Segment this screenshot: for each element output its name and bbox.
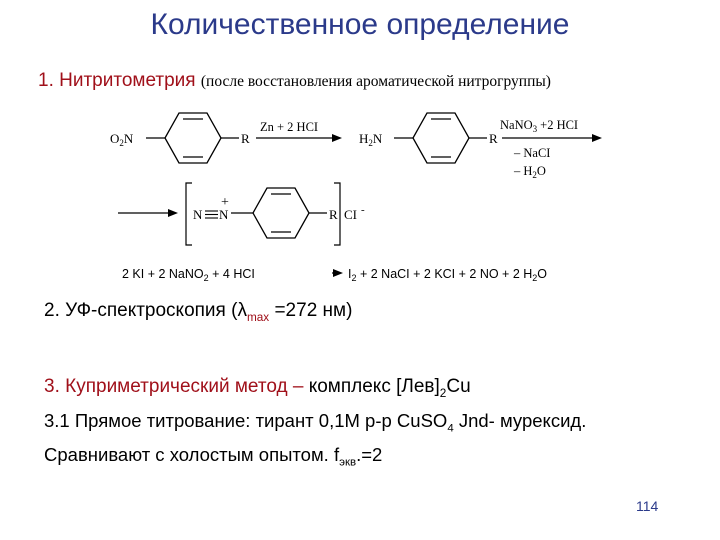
lambda-max-sub: max bbox=[246, 310, 270, 324]
equation-arrow-head bbox=[333, 269, 343, 277]
o2n-group: $O_2N$ bbox=[110, 131, 134, 148]
section-3-1 bbox=[44, 410, 586, 435]
section-3-1-sub: 4 bbox=[447, 422, 454, 435]
positive-charge: + bbox=[221, 195, 229, 210]
page-title: Количественное определение bbox=[150, 8, 570, 41]
reaction-arrow-3-head bbox=[168, 209, 178, 217]
section-2-tail: =272 нм) bbox=[269, 300, 353, 321]
section-3-tail: комплекс [Лев] bbox=[303, 376, 440, 397]
section-1-number: 1. bbox=[38, 70, 54, 91]
section-3-number: 3. bbox=[44, 376, 60, 397]
bracket-left bbox=[186, 183, 192, 245]
section-3-1-text: 3.1 Прямое титрование: тирант 0,1М р-р CuSO bbox=[44, 410, 448, 431]
section-3-tail2: Cu bbox=[446, 376, 471, 397]
equation-right: $I_2 + 2$ NaCI + 2 KCI + 2 NO + 2 $H_2O$ bbox=[348, 267, 548, 283]
reagent-nano3-hcl: NaNO$_3$ +2 HCI bbox=[500, 118, 579, 134]
equation-left: 2 KI + 2 NaNO$_2$ + 4 HCI bbox=[122, 267, 255, 283]
r-group-3: R bbox=[329, 207, 338, 222]
section-3-1-tail: Jnd- мурексид. bbox=[453, 410, 587, 431]
section-2 bbox=[44, 300, 352, 324]
benzene-ring-2 bbox=[394, 113, 487, 163]
section-2-text: 2. УФ-спектроскопия (λ bbox=[44, 300, 247, 321]
diazo-n-1: N bbox=[193, 207, 203, 222]
section-1-name: Нитритометрия bbox=[59, 70, 196, 91]
reagent-zn-hcl: Zn + 2 HCI bbox=[260, 120, 319, 134]
section-3-2-text: Сравнивают с холостым опытом. f bbox=[44, 444, 340, 465]
h2n-group: $H_2N$ bbox=[359, 131, 383, 148]
diazo-n-2: N bbox=[219, 207, 229, 222]
section-1-note: (после восстановления ароматической нитрогруппы) bbox=[200, 73, 551, 90]
section-3-sub: 2 bbox=[439, 386, 447, 400]
benzene-ring-3 bbox=[231, 188, 327, 238]
page-number: 114 bbox=[636, 498, 659, 514]
section-3 bbox=[44, 376, 471, 400]
byproduct-nacl: – NaCI bbox=[514, 146, 551, 160]
triple-bond bbox=[205, 211, 218, 218]
r-group-2: R bbox=[489, 131, 498, 146]
chloride-anion: CI - bbox=[344, 204, 365, 222]
section-3-2-sub: экв bbox=[339, 456, 357, 469]
r-group-1: R bbox=[241, 131, 250, 146]
benzene-ring-1 bbox=[146, 113, 239, 163]
reaction-arrow-1-head bbox=[332, 134, 342, 142]
reaction-arrow-2-head bbox=[592, 134, 602, 142]
byproduct-water: – $H_2O$ bbox=[514, 164, 546, 180]
section-3-2 bbox=[44, 444, 382, 469]
section-3-name: Куприметрический метод – bbox=[65, 376, 304, 397]
section-3-2-tail: .=2 bbox=[356, 444, 383, 465]
